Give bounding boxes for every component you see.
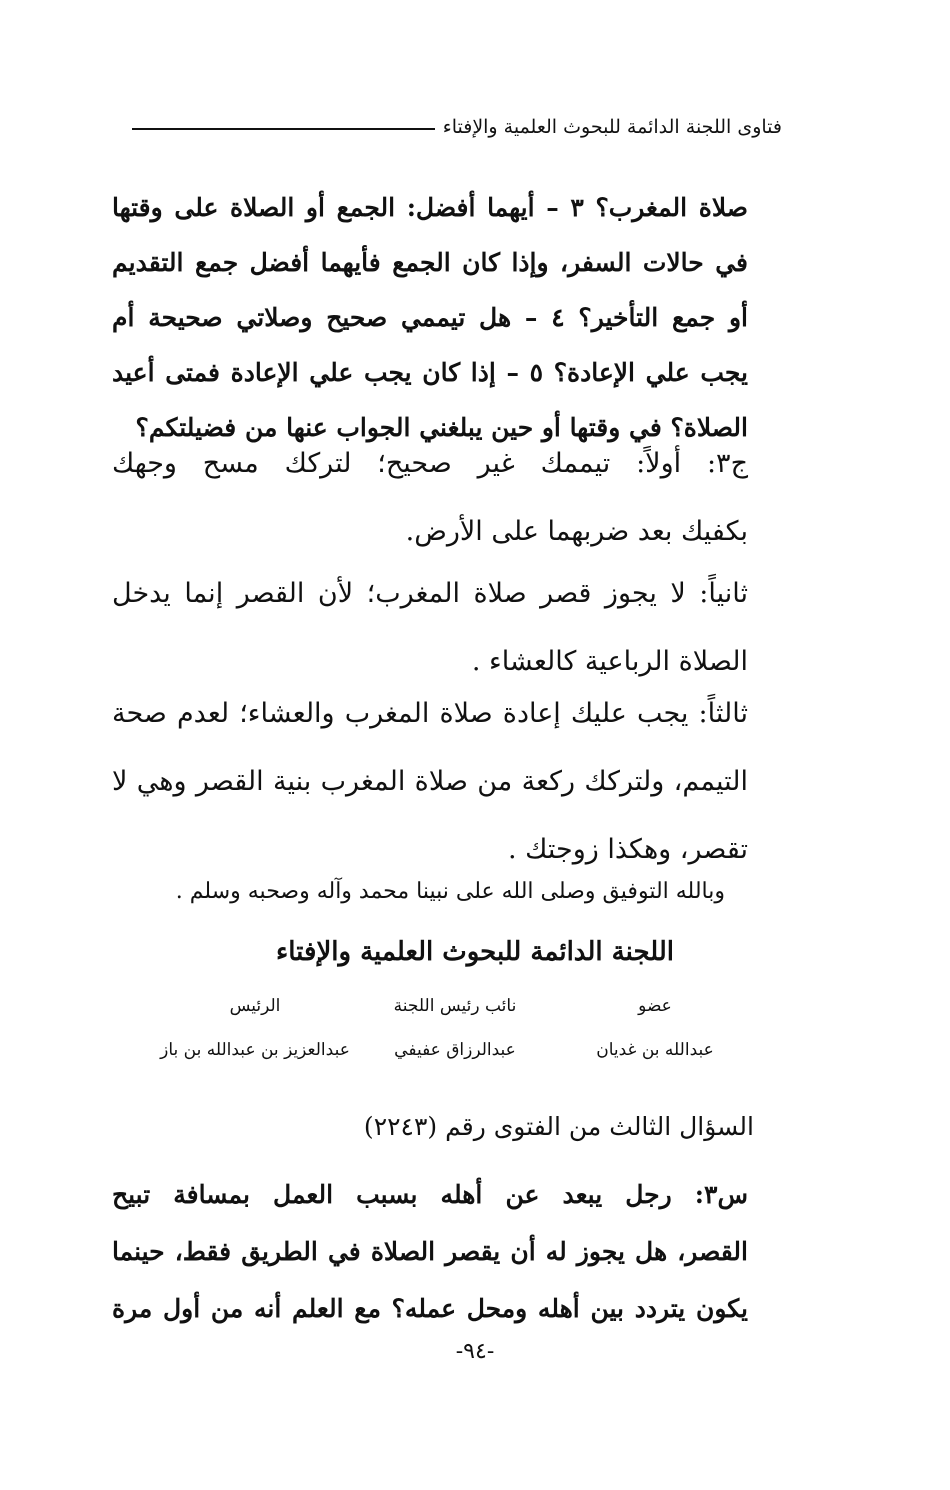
answer-paragraph-first: [112, 430, 748, 566]
signatory-name: عبدالرزاق عفيفي: [394, 1040, 516, 1060]
question-line: أو جمع التأخير؟ ٤ – هل تيممي صحيح وصلاتي صحيحة أم: [112, 303, 748, 332]
answer-line: ثانياً: لا يجوز قصر صلاة المغرب؛ لأن القصر إنما يدخل: [112, 578, 748, 609]
answer-line: بكفيك بعد ضربهما على الأرض.: [405, 516, 748, 547]
signatory-role: الرئيس: [229, 996, 281, 1016]
answer-line: ج٣: أولاً: تيممك غير صحيح؛ لتركك مسح وجهك: [112, 448, 748, 479]
answer-paragraph-second: [112, 560, 748, 696]
next-question-text: [112, 1166, 748, 1337]
question-line: الصلاة؟ في وقتها أو حين يبلغني الجواب عنها من فضيلتكم؟: [135, 413, 748, 442]
question-line: صلاة المغرب؟ ٣ – أيهما أفضل: الجمع أو الصلاة على وقتها: [112, 193, 749, 222]
running-header-title: فتاوى اللجنة الدائمة للبحوث العلمية والإفتاء: [442, 116, 782, 138]
question-continuation: [112, 180, 748, 455]
header-rule: [132, 128, 435, 130]
next-question-heading: السؤال الثالث من الفتوى رقم (٢٢٤٣): [363, 1112, 754, 1141]
signatory-name: عبدالله بن غديان: [596, 1040, 714, 1060]
committee-title: اللجنة الدائمة للبحوث العلمية والإفتاء: [276, 937, 674, 967]
signatory-names: [160, 1036, 750, 1064]
signatory-name: عبدالعزيز بن عبدالله بن باز: [160, 1040, 350, 1060]
signatory-role: نائب رئيس اللجنة: [393, 996, 517, 1016]
question-line: يجب علي الإعادة؟ ٥ – إذا كان يجب علي الإعادة فمتى أعيد: [112, 358, 748, 387]
answer-line: ثالثاً: يجب عليك إعادة صلاة المغرب والعشاء؛ لعدم صحة: [112, 698, 748, 729]
page-number: -٩٤-: [455, 1339, 495, 1364]
signatory-roles: [160, 992, 750, 1020]
answer-line: تقصر، وهكذا زوجتك .: [507, 834, 748, 865]
running-header: [132, 112, 782, 142]
question-line: س٣: رجل يبعد عن أهله بسبب العمل بمسافة تبيح: [112, 1180, 748, 1209]
answer-line: التيمم، ولتركك ركعة من صلاة المغرب بنية القصر وهي لا: [112, 766, 748, 797]
signatory-role: عضو: [638, 996, 672, 1016]
closing-line: وبالله التوفيق وصلى الله على نبينا محمد وآله وصحبه وسلم .: [175, 879, 725, 904]
answer-paragraph-third: [112, 680, 748, 884]
question-line: يكون يتردد بين أهله ومحل عمله؟ مع العلم أنه من أول مرة: [112, 1294, 748, 1323]
question-line: القصر، هل يجوز له أن يقصر الصلاة في الطريق فقط، حينما: [112, 1237, 748, 1266]
question-line: في حالات السفر، وإذا كان الجمع فأيهما أفضل جمع التقديم: [112, 248, 748, 277]
answer-line: الصلاة الرباعية كالعشاء .: [471, 646, 748, 677]
